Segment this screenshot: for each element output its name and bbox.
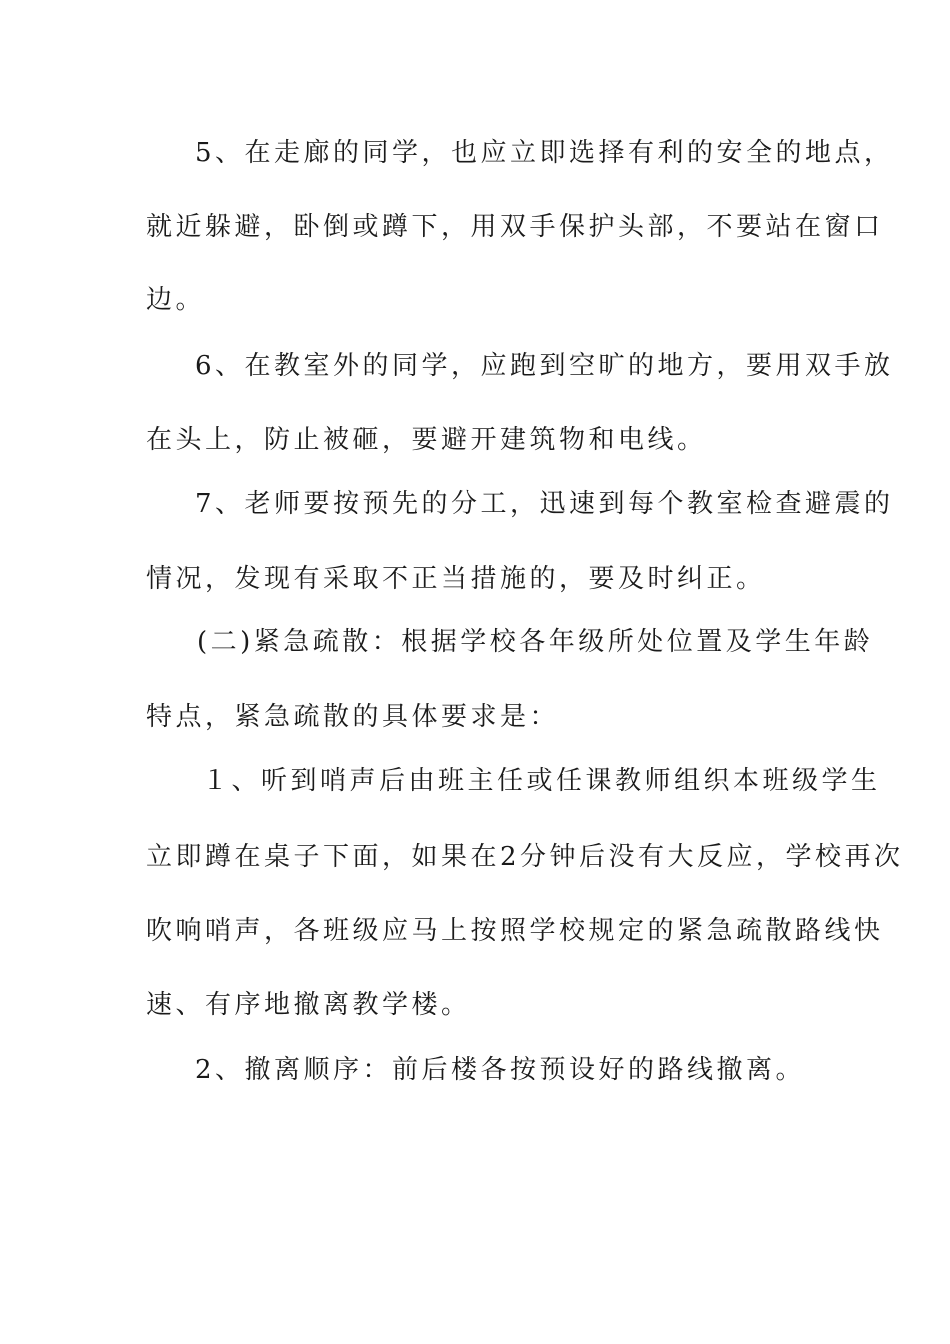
paragraph-line: 情况，发现有采取不正当措施的，要及时纠正。 <box>146 564 766 594</box>
paragraph-line: 立即蹲在桌子下面，如果在2分钟后没有大反应，学校再次 <box>146 842 904 872</box>
paragraph-line: １、听到哨声后由班主任或任课教师组织本班级学生 <box>202 766 881 796</box>
paragraph-line: 边。 <box>146 285 206 315</box>
section-heading-line: (二)紧急疏散：根据学校各年级所处位置及学生年龄 <box>197 627 874 657</box>
paragraph-line: 在头上，防止被砸，要避开建筑物和电线。 <box>146 425 707 455</box>
paragraph-line: 2、撤离顺序：前后楼各按预设好的路线撤离。 <box>195 1055 806 1085</box>
paragraph-line: 吹响哨声，各班级应马上按照学校规定的紧急疏散路线快 <box>146 916 884 946</box>
paragraph-line: 6、在教室外的同学，应跑到空旷的地方，要用双手放 <box>195 351 894 381</box>
paragraph-line: 就近躲避，卧倒或蹲下，用双手保护头部，不要站在窗口 <box>146 212 884 242</box>
paragraph-line: 速、有序地撤离教学楼。 <box>146 990 471 1020</box>
paragraph-line: 特点，紧急疏散的具体要求是： <box>146 702 560 732</box>
paragraph-line: 7、老师要按预先的分工，迅速到每个教室检查避震的 <box>195 489 894 519</box>
paragraph-line: 5、在走廊的同学，也应立即选择有利的安全的地点， <box>195 138 894 168</box>
